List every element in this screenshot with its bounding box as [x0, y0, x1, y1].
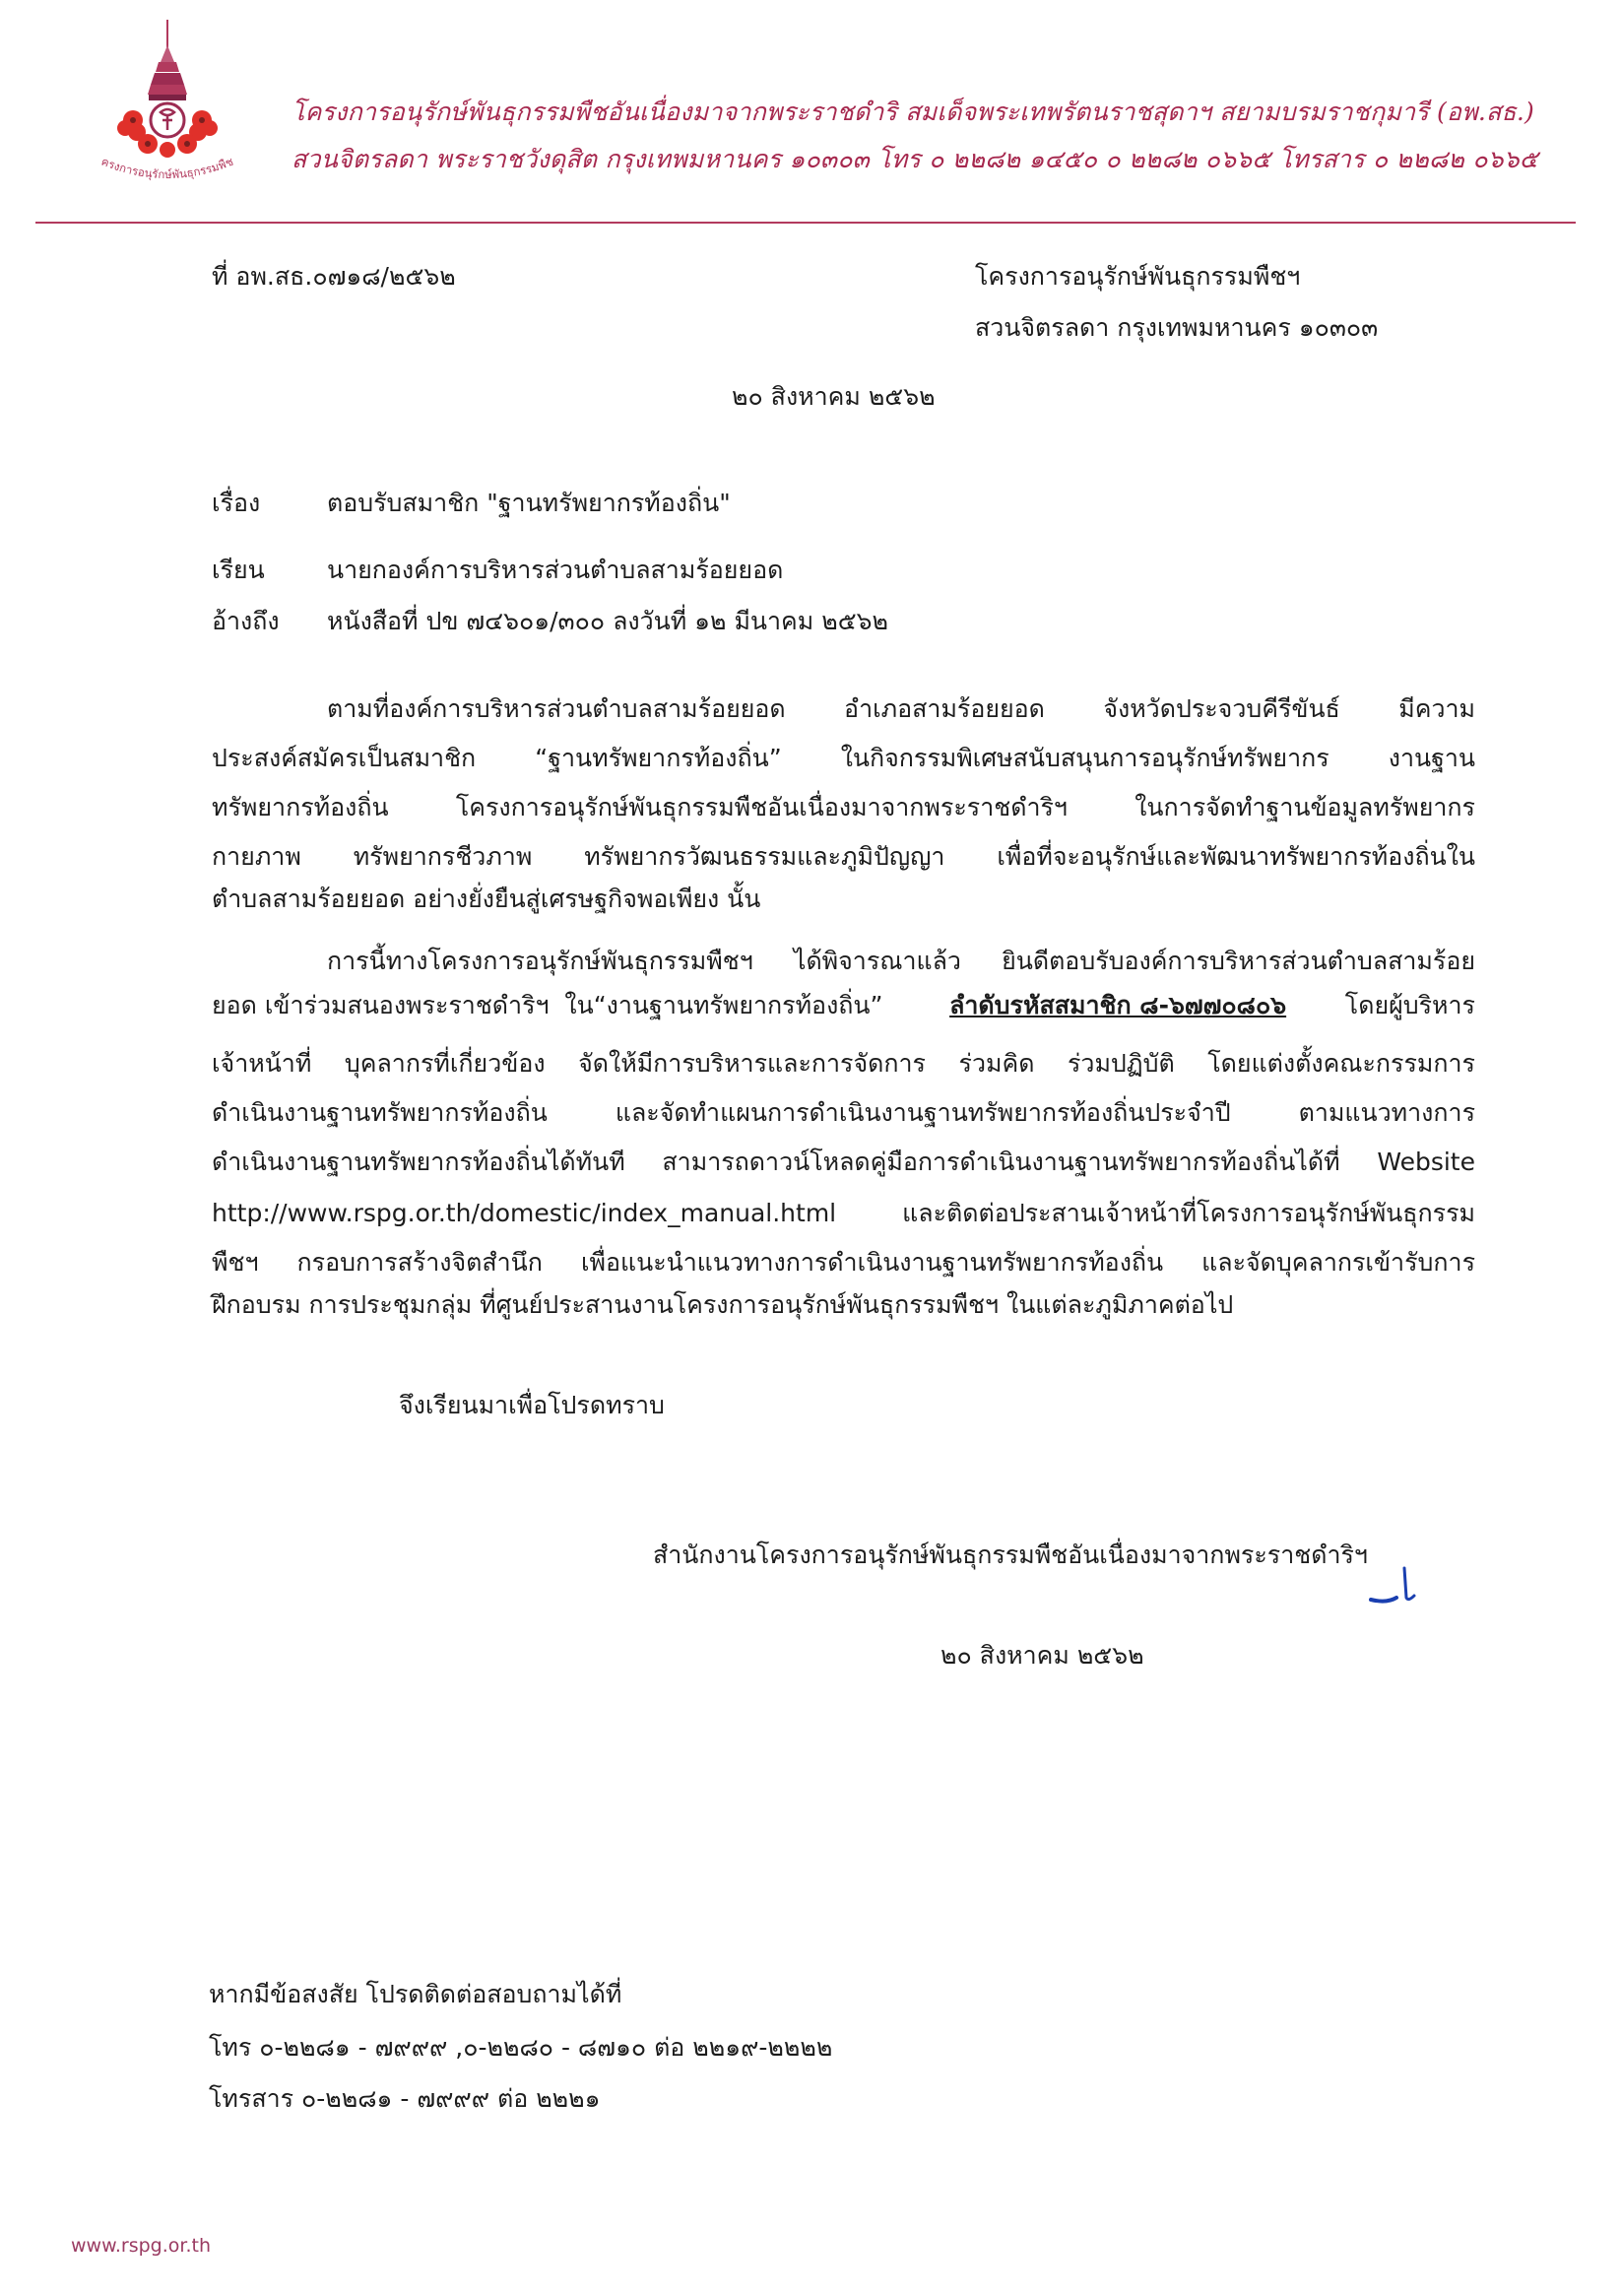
reference-label: อ้างถึง: [212, 607, 280, 635]
letterhead-divider: [35, 222, 1576, 224]
paragraph-2-text: ยอด เข้าร่วมสนองพระราชดำริฯ ใน“งานฐานทรัพยากรท้องถิ่น”: [212, 991, 899, 1019]
paragraph-1-line: ตำบลสามร้อยยอด อย่างยั่งยืนสู่เศรษฐกิจพอเพียง นั้น: [212, 885, 761, 913]
closing-phrase: จึงเรียนมาเพื่อโปรดทราบ: [399, 1391, 665, 1419]
letterhead-title: โครงการอนุรักษ์พันธุกรรมพืชอันเนื่องมาจากพระราชดำริ สมเด็จพระเทพรัตนราชสุดาฯ สยามบรมราชกุมารี (อพ.สธ.): [292, 98, 1534, 126]
reference-text: หนังสือที่ ปข ๗๔๖๐๑/๓๐๐ ลงวันที่ ๑๒ มีนาคม ๒๕๖๒: [327, 607, 888, 635]
paragraph-2-line: พืชฯ กรอบการสร้างจิตสำนึก เพื่อแนะนำแนวทางการดำเนินงานฐานทรัพยากรท้องถิ่น และจัดบุคลากรเข้ารับการ: [212, 1248, 1475, 1277]
signer-office: สำนักงานโครงการอนุรักษ์พันธุกรรมพืชอันเนื่องมาจากพระราชดำริฯ: [653, 1541, 1368, 1569]
paragraph-2-line: ดำเนินงานฐานทรัพยากรท้องถิ่น และจัดทำแผนการดำเนินงานฐานทรัพยากรท้องถิ่นประจำปี ตามแนวทางการ: [212, 1098, 1475, 1127]
paragraph-2-line: เจ้าหน้าที่ บุคลากรที่เกี่ยวข้อง จัดให้มีการบริหารและการจัดการ ร่วมคิด ร่วมปฏิบัติ โดยแต่งตั้งคณะกรรมการ: [212, 1049, 1475, 1078]
crown-emblem-icon: [94, 18, 241, 187]
organization-logo: [94, 18, 241, 187]
paragraph-1-line: กายภาพ ทรัพยากรชีวภาพ ทรัพยากรวัฒนธรรมและภูมิปัญญา เพื่อที่จะอนุรักษ์และพัฒนาทรัพยากรท้องถิ่นใน: [212, 842, 1475, 871]
paragraph-1-line: ตามที่องค์การบริหารส่วนตำบลสามร้อยยอด อำเภอสามร้อยยอด จังหวัดประจวบคีรีขันธ์ มีความ: [327, 694, 1475, 723]
paragraph-2-line: [212, 993, 1475, 1017]
recipient-text: นายกองค์การบริหารส่วนตำบลสามร้อยยอด: [327, 556, 784, 584]
footer-website: www.rspg.or.th: [71, 2235, 212, 2257]
paragraph-2-text: โดยผู้บริหาร: [1336, 991, 1475, 1019]
subject-text: ตอบรับสมาชิก "ฐานทรัพยากรท้องถิ่น": [327, 489, 731, 517]
signature-mark: [1367, 1554, 1436, 1613]
signature-date: ๒๐ สิงหาคม ๒๕๖๒: [940, 1641, 1144, 1670]
paragraph-1-line: ประสงค์สมัครเป็นสมาชิก “ฐานทรัพยากรท้องถิ่น” ในกิจกรรมพิเศษสนับสนุนการอนุรักษ์ทรัพยากร งานฐาน: [212, 744, 1475, 772]
logo-caption: ครงการอนุรักษ์พันธุกรรมพืช: [98, 154, 235, 182]
contact-title: หากมีข้อสงสัย โปรดติดต่อสอบถามได้ที่: [209, 1980, 622, 2008]
subject-label: เรื่อง: [212, 489, 261, 517]
contact-telephone: โทร ๐-๒๒๘๑ - ๗๙๙๙ ,๐-๒๒๘๐ - ๘๗๑๐ ต่อ ๒๒๑๙-๒๒๒๒: [209, 2033, 833, 2062]
sender-address: สวนจิตรลดา กรุงเทพมหานคร ๑๐๓๐๓: [975, 313, 1379, 342]
reference-number: ที่ อพ.สธ.๐๗๑๘/๒๕๖๒: [212, 262, 456, 291]
sender-name: โครงการอนุรักษ์พันธุกรรมพืชฯ: [975, 262, 1301, 291]
contact-fax: โทรสาร ๐-๒๒๘๑ - ๗๙๙๙ ต่อ ๒๒๒๑: [209, 2084, 601, 2113]
paragraph-1-line: ทรัพยากรท้องถิ่น โครงการอนุรักษ์พันธุกรรมพืชอันเนื่องมาจากพระราชดำริฯ ในการจัดทำฐานข้อมูลทรัพยากร: [212, 793, 1475, 821]
paragraph-2-line: http://www.rspg.or.th/domestic/index_manual.html และติดต่อประสานเจ้าหน้าที่โครงการอนุรักษ์พันธุกรรม: [212, 1199, 1475, 1227]
member-code: ลำดับรหัสสมาชิก ๘-๖๗๗๐๘๐๖: [949, 991, 1287, 1019]
paragraph-2-line: ฝึกอบรม การประชุมกลุ่ม ที่ศูนย์ประสานงานโครงการอนุรักษ์พันธุกรรมพืชฯ ในแต่ละภูมิภาคต่อไป: [212, 1290, 1234, 1319]
paragraph-2-line: ดำเนินงานฐานทรัพยากรท้องถิ่นได้ทันที สามารถดาวน์โหลดคู่มือการดำเนินงานฐานทรัพยากรท้องถิ่นได้ที่ Website: [212, 1148, 1475, 1176]
recipient-label: เรียน: [212, 556, 265, 584]
paragraph-2-line: การนี้ทางโครงการอนุรักษ์พันธุกรรมพืชฯ ได้พิจารณาแล้ว ยินดีตอบรับองค์การบริหารส่วนตำบลสามร้อย: [327, 947, 1475, 975]
letterhead-address: สวนจิตรลดา พระราชวังดุสิต กรุงเทพมหานคร ๑๐๓๐๓ โทร ๐ ๒๒๘๒ ๑๔๕๐ ๐ ๒๒๘๒ ๐๖๖๕ โทรสาร ๐ ๒๒๘๒ ๐๖๖๕: [292, 145, 1538, 173]
document-date: ๒๐ สิงหาคม ๒๕๖๒: [732, 382, 936, 411]
